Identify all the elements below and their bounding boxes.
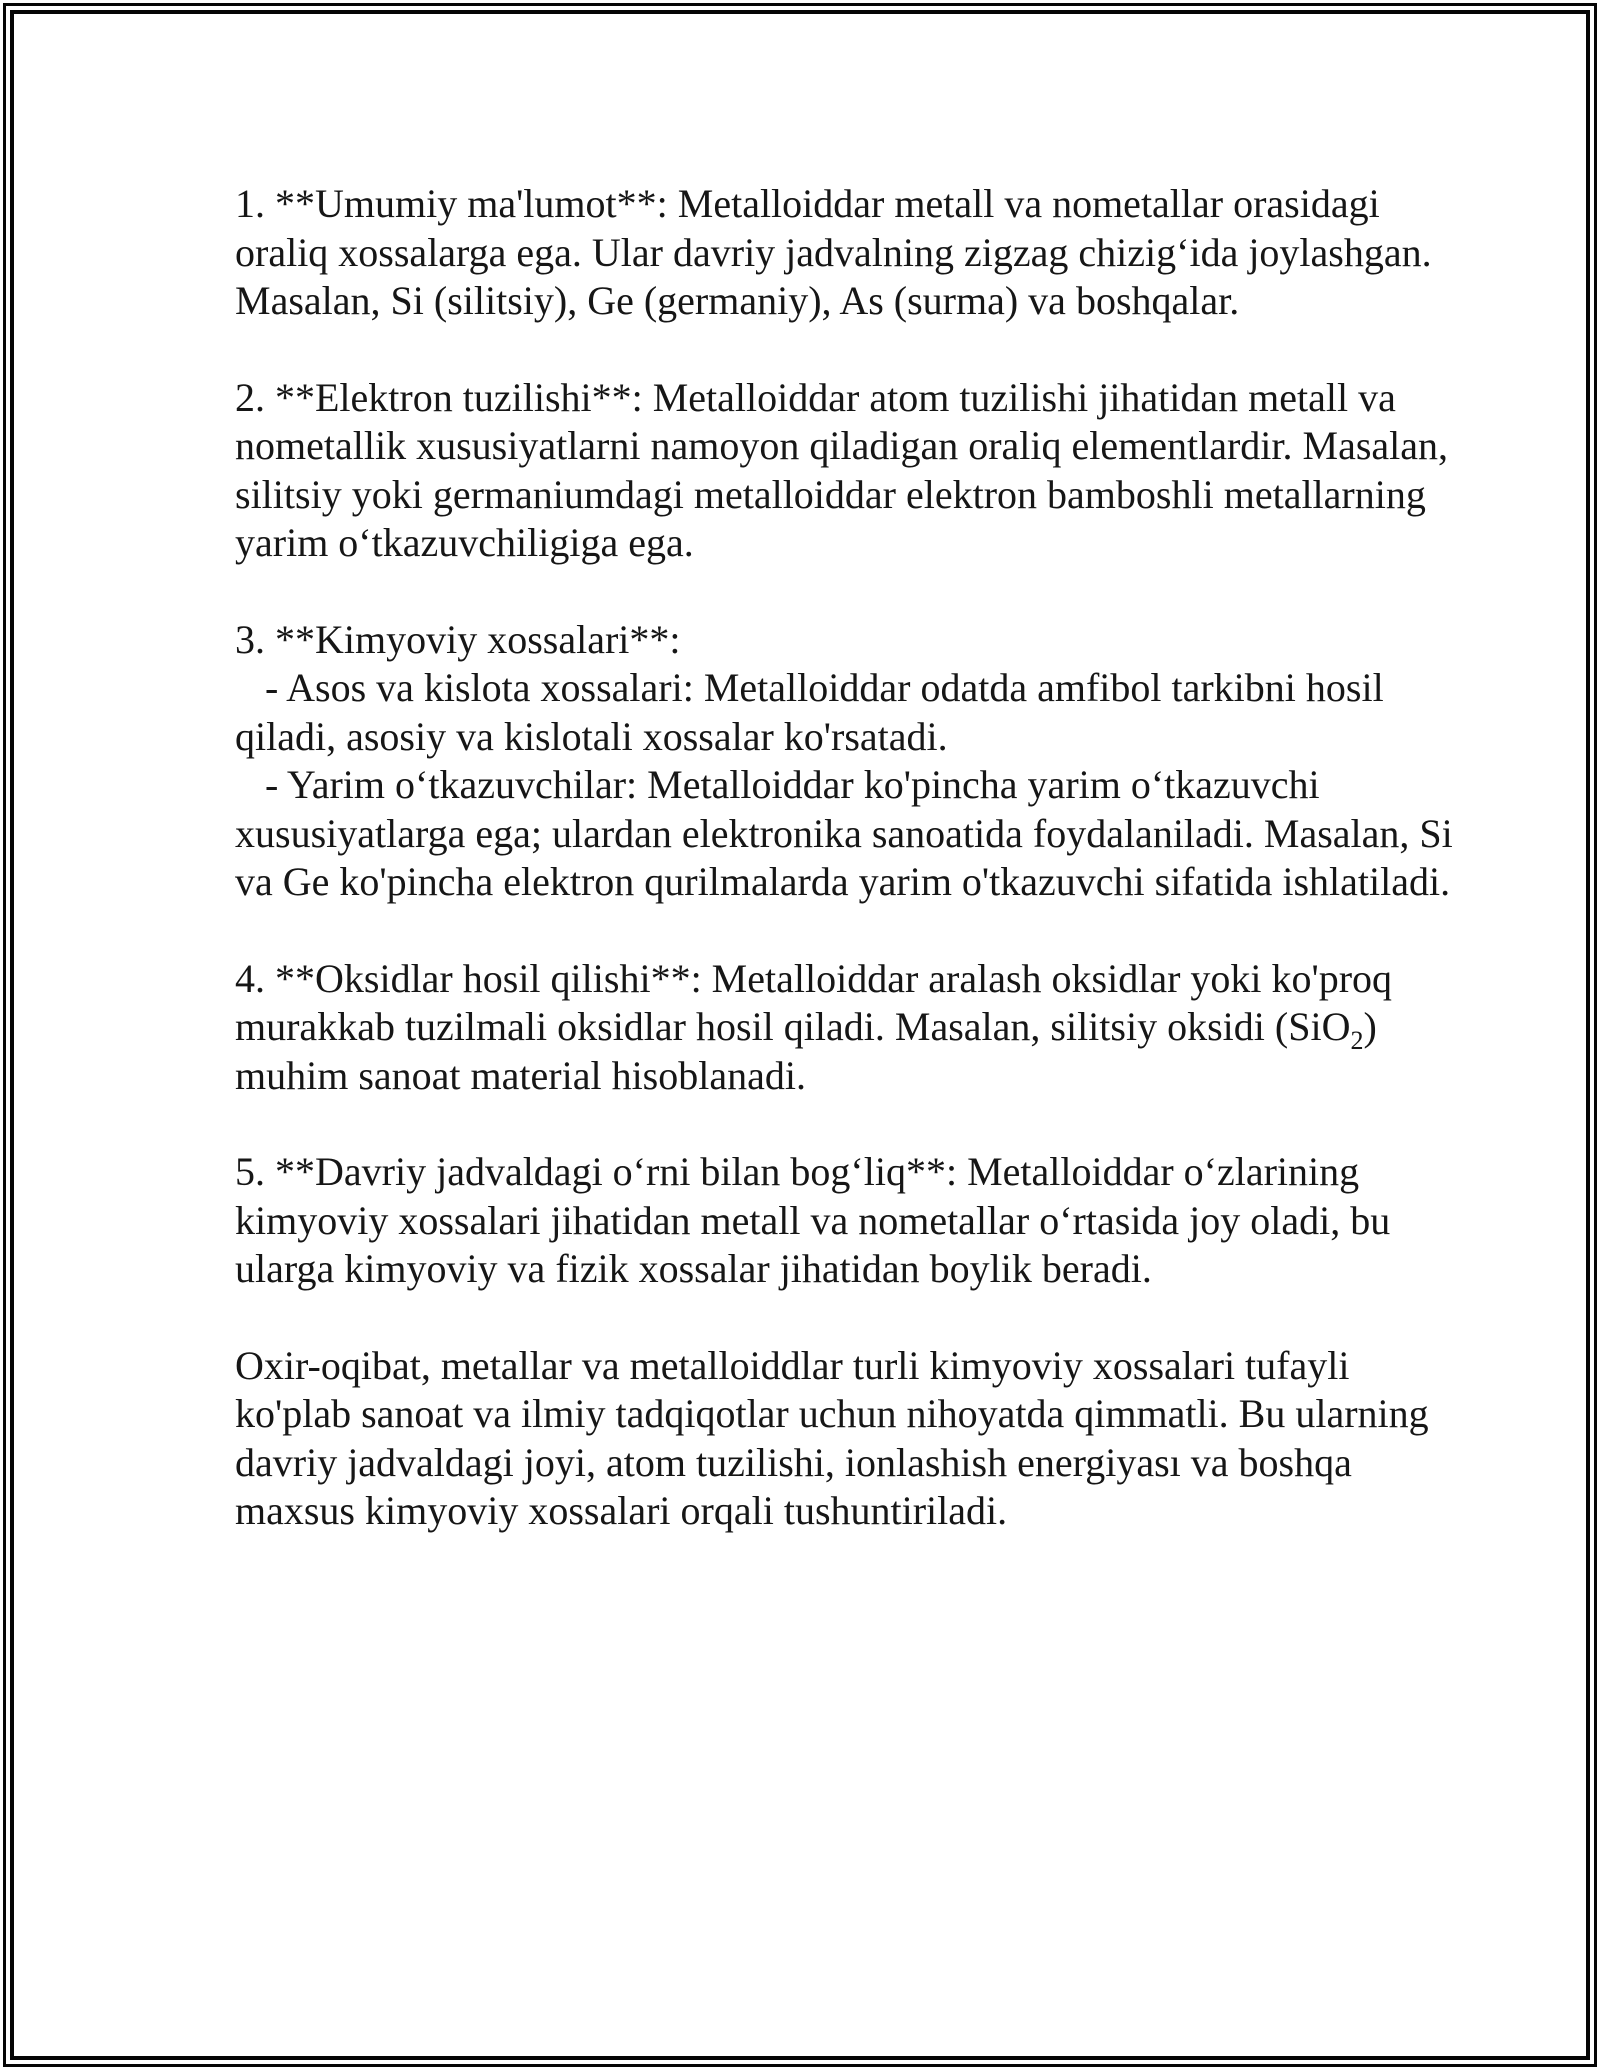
text-line: 4. **Oksidlar hosil qilishi**: Metalloiddar aralash oksidlar yoki ko'proq	[235, 955, 1393, 1001]
text-line: Masalan, Si (silitsiy), Ge (germaniy), As (surma) va boshqalar.	[235, 278, 1240, 323]
text-line-sio2	[235, 1003, 1545, 1055]
paragraph-oksidlar-hosil-qilishi	[235, 955, 1545, 1101]
text-line: Oxir-oqibat, metallar va metalloiddlar turli kimyoviy xossalari tufayli	[235, 1342, 1350, 1388]
text-line: maxsus kimyoviy xossalari orqali tushuntiriladi.	[235, 1488, 1008, 1533]
text-line: ko'plab sanoat va ilmiy tadqiqotlar uchun nihoyatda qimmatli. Bu ularning	[235, 1391, 1429, 1436]
text-line: qiladi, asosiy va kislotali xossalar ko'rsatadi.	[235, 713, 948, 759]
text-line: ularga kimyoviy va fizik xossalar jihatidan boylik beradi.	[235, 1246, 1152, 1291]
paragraph-umumiy-malumot	[235, 180, 1545, 326]
text-line: yarim o‘tkazuvchiligiga ega.	[235, 520, 694, 565]
text-line: nometallik xususiyatlarni namoyon qiladigan oraliq elementlardir. Masalan,	[235, 423, 1449, 468]
text-line: - Yarim o‘tkazuvchilar: Metalloiddar ko'pincha yarim o‘tkazuvchi	[235, 762, 1320, 807]
paragraph-davriy-jadvaldagi-orni	[235, 1148, 1545, 1294]
text-line: davriy jadvaldagi joyi, atom tuzilishi, ionlashish energiyası va boshqa	[235, 1439, 1352, 1485]
paragraph-elektron-tuzilishi	[235, 374, 1545, 568]
text-line: 5. **Davriy jadvaldagi o‘rni bilan bog‘liq**: Metalloiddar o‘zlarining	[235, 1149, 1360, 1194]
text-line: - Asos va kislota xossalari: Metalloiddar odatda amfibol tarkibni hosil	[235, 665, 1384, 710]
text-line: 1. **Umumiy ma'lumot**: Metalloiddar metall va nometallar orasidagi	[235, 181, 1380, 226]
text-line: xususiyatlarga ega; ulardan elektronika sanoatida foydalaniladi. Masalan, Si	[235, 810, 1453, 856]
paragraph-xulosa	[235, 1342, 1545, 1536]
text-line: kimyoviy xossalari jihatidan metall va nometallar o‘rtasida joy oladi, bu	[235, 1197, 1391, 1243]
formula-pre-text: murakkab tuzilmali oksidlar hosil qiladi. Masalan, silitsiy oksidi (SiO	[235, 1004, 1351, 1049]
text-line: va Ge ko'pincha elektron qurilmalarda yarim o'tkazuvchi sifatida ishlatiladi.	[235, 859, 1451, 904]
text-line: oraliq xossalarga ega. Ular davriy jadvalning zigzag chizig‘ida joylashgan.	[235, 229, 1432, 275]
text-line: silitsiy yoki germaniumdagi metalloiddar elektron bamboshli metallarning	[235, 471, 1426, 517]
text-line: 2. **Elektron tuzilishi**: Metalloiddar atom tuzilishi jihatidan metall va	[235, 374, 1396, 420]
document-text	[235, 180, 1545, 1584]
text-line: 3. **Kimyoviy xossalari**:	[235, 616, 681, 662]
text-line: muhim sanoat material hisoblanadi.	[235, 1052, 806, 1098]
formula-post-text: )	[1363, 1004, 1377, 1049]
paragraph-kimyoviy-xossalari	[235, 616, 1545, 907]
sio2-subscript: 2	[1350, 1026, 1364, 1055]
